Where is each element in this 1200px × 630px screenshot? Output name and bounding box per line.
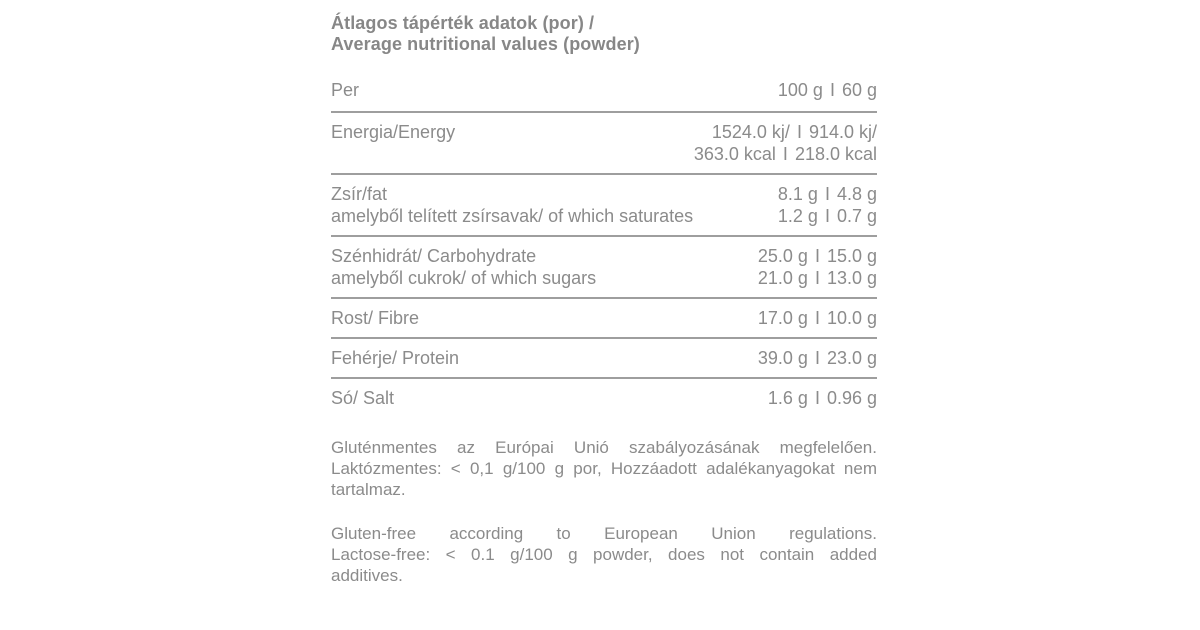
value-per-60g: 0.7 g [836,206,877,226]
value-per-100g: 1.6 g [767,388,808,408]
value-per-100g: 1.2 g [777,206,818,226]
row-label: Energia/Energy [331,122,456,142]
per-header-row [331,79,877,111]
value-separator: I [814,308,820,328]
note-hu [331,437,877,500]
value-per-60g: 218.0 kcal [794,144,877,164]
table-row-carbohydrate [331,237,877,297]
table-line [331,205,877,227]
value-per-100g: 8.1 g [777,184,818,204]
note-line: Gluten-free according to European Union regulations. [331,524,877,543]
note-line: Lactose-free: < 0.1 g/100 g powder, does not contain added [331,545,877,564]
value-separator: I [824,206,830,226]
table-row-fat [331,175,877,235]
table-line [331,307,877,329]
value-per-60g: 4.8 g [836,184,877,204]
row-label: amelyből telített zsírsavak/ of which saturates [331,206,694,226]
row-label: Zsír/fat [331,184,388,204]
panel-title [331,13,877,55]
row-values [758,245,877,267]
row-values [768,387,877,409]
row-values [712,121,877,143]
table-row-protein [331,339,877,377]
value-separator: I [814,348,820,368]
value-per-60g: 10.0 g [826,308,877,328]
row-label: Só/ Salt [331,388,395,408]
row-label: Fehérje/ Protein [331,348,460,368]
value-per-60g: 0.96 g [826,388,877,408]
nutrition-facts-panel [331,13,877,586]
value-per-100g: 1524.0 kj/ [711,122,790,142]
value-separator: I [782,144,788,164]
row-label: Rost/ Fibre [331,308,420,328]
value-per-60g: 15.0 g [826,246,877,266]
row-label: amelyből cukrok/ of which sugars [331,268,597,288]
table-line [331,143,877,165]
value-per-100g: 17.0 g [757,308,808,328]
per-label: Per [331,80,360,100]
table-line [331,267,877,289]
table-line [331,387,877,409]
value-per-60g: 23.0 g [826,348,877,368]
note-line: additives. [331,566,403,585]
note-line: Laktózmentes: < 0,1 g/100 g por, Hozzáadott adalékanyagokat nem [331,459,877,478]
row-values [778,205,877,227]
table-row-energy [331,113,877,173]
row-label: Szénhidrát/ Carbohydrate [331,246,537,266]
value-per-100g: 25.0 g [757,246,808,266]
table-line [331,347,877,369]
table-line [331,245,877,267]
note-line: tartalmaz. [331,480,406,499]
table-row-salt [331,379,877,417]
value-separator: I [824,184,830,204]
value-per-60g: 60 g [841,80,877,100]
row-values [778,183,877,205]
note-line: Gluténmentes az Európai Unió szabályozásának megfelelően. [331,438,877,457]
table-row-fibre [331,299,877,337]
value-separator: I [829,80,835,100]
row-values [758,307,877,329]
per-values [778,79,877,101]
value-separator: I [814,388,820,408]
value-per-100g: 39.0 g [757,348,808,368]
row-values [758,267,877,289]
row-values [694,143,877,165]
table-line [331,183,877,205]
value-separator: I [814,268,820,288]
row-values [758,347,877,369]
value-per-100g: 363.0 kcal [693,144,776,164]
value-per-100g: 21.0 g [757,268,808,288]
value-per-100g: 100 g [777,80,823,100]
value-per-60g: 914.0 kj/ [808,122,877,142]
panel-title-en: Average nutritional values (powder) [331,34,640,54]
value-separator: I [814,246,820,266]
panel-title-hu: Átlagos tápérték adatok (por) / [331,13,595,33]
value-per-60g: 13.0 g [826,268,877,288]
table-line [331,121,877,143]
note-en [331,523,877,586]
value-separator: I [796,122,802,142]
